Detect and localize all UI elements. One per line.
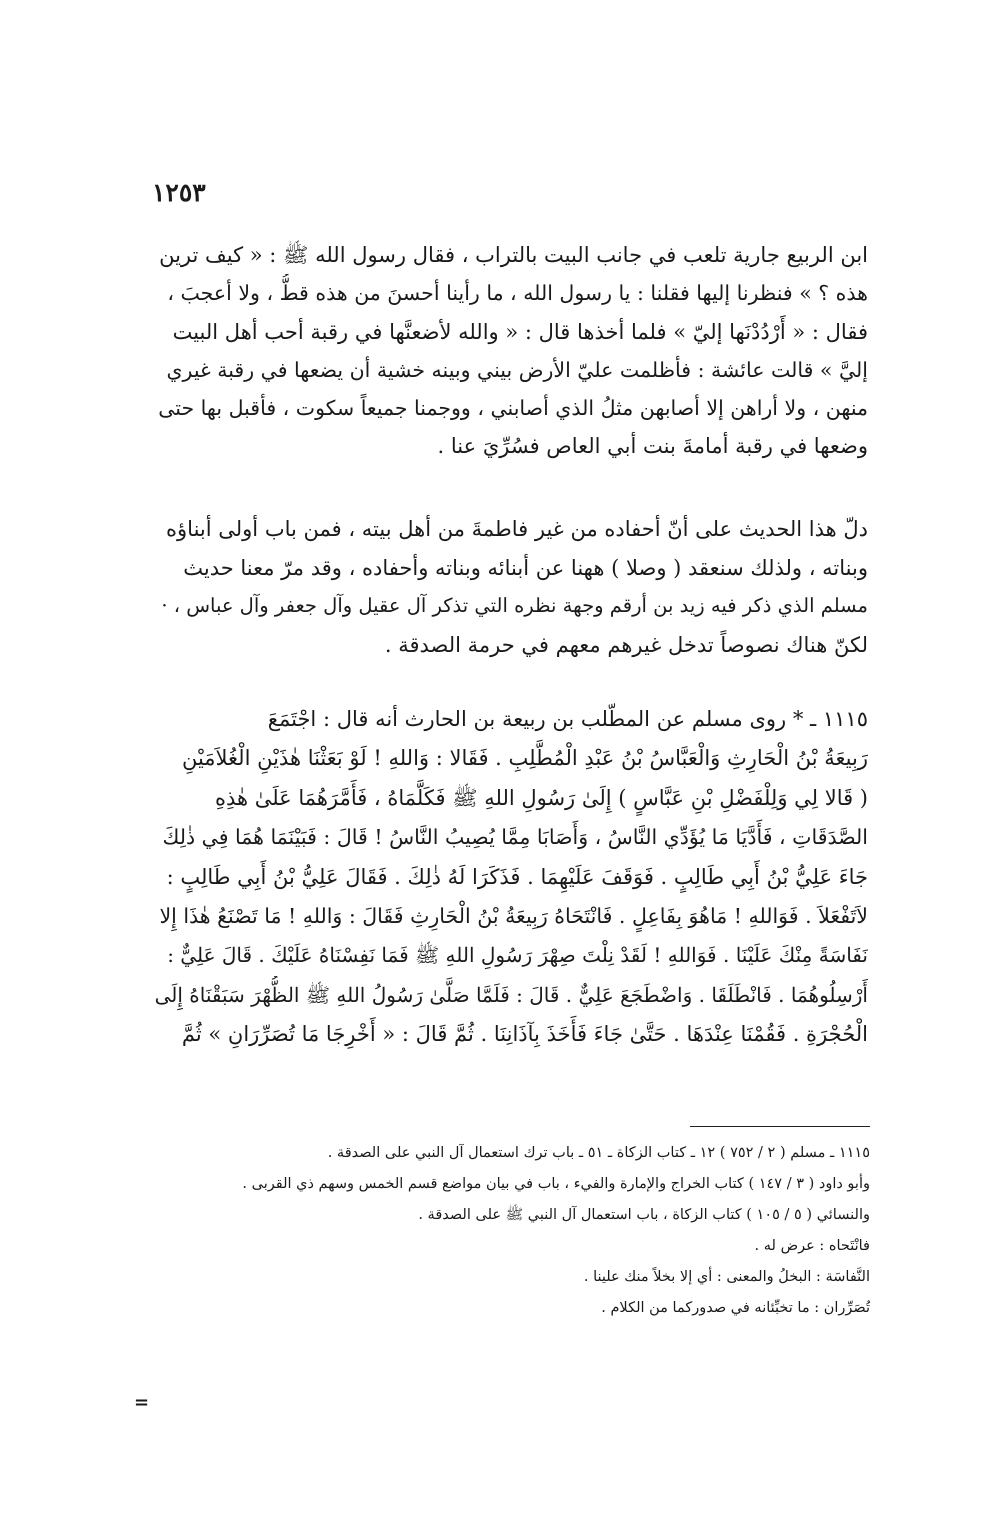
text-line: ( قَالا لِي وَلِلْفَضْلِ بْنِ عَبَّاسٍ ) إِلَىٰ رَسُولِ اللهِ ﷺ فَكَلَّمَاهُ ، فَأَمَّرَهُمَا عَلَىٰ هٰذِهِ	[214, 785, 868, 810]
footnote-line: النَّفاسَة : البخلُ والمعنى : أي إلا بخلاً منك علينا .	[583, 1269, 870, 1285]
footnote-line: والنسائي ( ٥ / ١٠٥ ) كتاب الزكاة ، باب استعمال آل النبي ﷺ على الصدقة .	[418, 1207, 870, 1223]
paragraph-commentary	[152, 510, 868, 665]
page-number: ١٢٥٣	[152, 178, 206, 207]
text-line: ابن الربيع جارية تلعب في جانب البيت بالتراب ، فقال رسول الله ﷺ : « كيف ترين	[159, 243, 868, 267]
text-line: ١١١٥ ـ * روى مسلم عن المطّلب بن ربيعة بن الحارث أنه قال : اجْتَمَعَ	[267, 707, 868, 731]
text-line: رَبِيعَةُ بْنُ الْحَارِثِ وَالْعَبَّاسُ بْنُ عَبْدِ الْمُطَّلِبِ . فَقَالا : وَاللهِ ! لَوْ بَعَثْنَا هٰذَيْنِ الْغُلاَمَيْنِ	[181, 746, 868, 771]
text-line: فقال : « أَرْدُدْنَها إليّ » فلما أخذها قال : « والله لأضعنَّها في رقبة أحب أهل البيت	[172, 319, 868, 344]
text-line: إليَّ » قالت عائشة : فأظلمت عليّ الأرض بيني وبينه خشية أن يضعها في رقبة غيري	[166, 357, 868, 382]
text-line: وضعها في رقبة أمامةَ بنت أبي العاص فسُرِّيَ عنا .	[437, 434, 868, 459]
text-line: الصَّدَقَاتِ ، فَأَدَّيَا مَا يُؤَدِّي النَّاسُ ، وَأَصَابَا مِمَّا يُصِيبُ النَّاسُ ! قَالَ : فَبَيْنَمَا هُمَا فِي ذٰلِكَ	[162, 825, 868, 850]
text-line: أَرْسِلُوهُمَا . فَانْطَلَقَا . وَاضْطَجَعَ عَلِيٌّ . قَالَ : فَلَمَّا صَلَّىٰ رَسُولُ اللهِ ﷺ الظُّهْرَ سَبَقْنَاهُ إِلَى	[154, 982, 868, 1007]
footnote-line: وأبو داود ( ٣ / ١٤٧ ) كتاب الخراج والإمارة والفيء ، باب في بيان مواضع قسم الخمس وسهم ذي القربى .	[242, 1176, 870, 1192]
footnote-divider	[690, 1126, 870, 1127]
paragraph-hadith-context	[152, 236, 868, 466]
footnote-line: فانْتَحاه : عرض له .	[754, 1238, 870, 1254]
text-line: وبناته ، ولذلك سنعقد ( وصلا ) ههنا عن أبنائه وبناته وأحفاده ، وقد مرّ معنا حديث	[183, 555, 868, 580]
paragraph-hadith-1115	[152, 700, 868, 1055]
text-line: منهن ، ولا أراهن إلا أصابهن مثلُ الذي أصابني ، ووجمنا جميعاً سكوت ، فأقبل بها حتى	[158, 396, 868, 421]
continuation-mark: =	[134, 1392, 150, 1413]
text-line: الْحُجْرَةِ . فَقُمْنَا عِنْدَهَا . حَتَّىٰ جَاءَ فَأَخَذَ بِآذَانِنَا . ثُمَّ قَالَ : « أَخْرِجَا مَا تُصَرِّرَانِ » ثُمَّ	[181, 1022, 868, 1047]
text-line: جَاءَ عَلِيُّ بْنُ أَبِي طَالِبٍ . فَوَقَفَ عَلَيْهِمَا . فَذَكَرَا لَهُ ذٰلِكَ . فَقَالَ عَلِيُّ بْنُ أَبِي طَالِبٍ :	[166, 864, 868, 889]
text-line: نَفَاسَةً مِنْكَ عَلَيْنَا . فَوَاللهِ ! لَقَدْ نِلْتَ صِهْرَ رَسُولِ اللهِ ﷺ فَمَا نَفِسْنَاهُ عَلَيْكَ . قَالَ عَلِيٌّ :	[167, 943, 868, 968]
footnote-line: تُصَرِّران : ما تخبِّئانه في صدوركما من الكلام .	[601, 1300, 870, 1316]
footnote-line: ١١١٥ ـ مسلم ( ٢ / ٧٥٢ ) ١٢ ـ كتاب الزكاة ـ ٥١ ـ باب ترك استعمال آل النبي على الصدقة .	[327, 1145, 870, 1161]
footnotes	[160, 1138, 870, 1324]
text-line: مسلم الذي ذكر فيه زيد بن أرقم وجهة نظره التي تذكر آل عقيل وآل جعفر وآل عباس ، ·	[161, 594, 868, 618]
text-line: لاَتَفْعَلاَ . فَوَاللهِ ! مَاهُوَ بِفَاعِلٍ . فَانْتَحَاهُ رَبِيعَةُ بْنُ الْحَارِثِ فَقَالَ : وَاللهِ ! مَا تَصْنَعُ هٰذَا إِلا	[159, 904, 868, 929]
text-line: هذه ؟ » فنظرنا إليها فقلنا : يا رسول الله ، ما رأينا أحسنَ من هذه قطُّ ، ولا أعجبَ ،	[167, 281, 868, 306]
text-line: لكنّ هناك نصوصاً تدخل غيرهم معهم في حرمة الصدقة .	[384, 633, 868, 658]
text-line: دلّ هذا الحديث على أنّ أحفاده من غير فاطمةَ من أهل بيته ، فمن باب أولى أبناؤه	[166, 517, 868, 541]
